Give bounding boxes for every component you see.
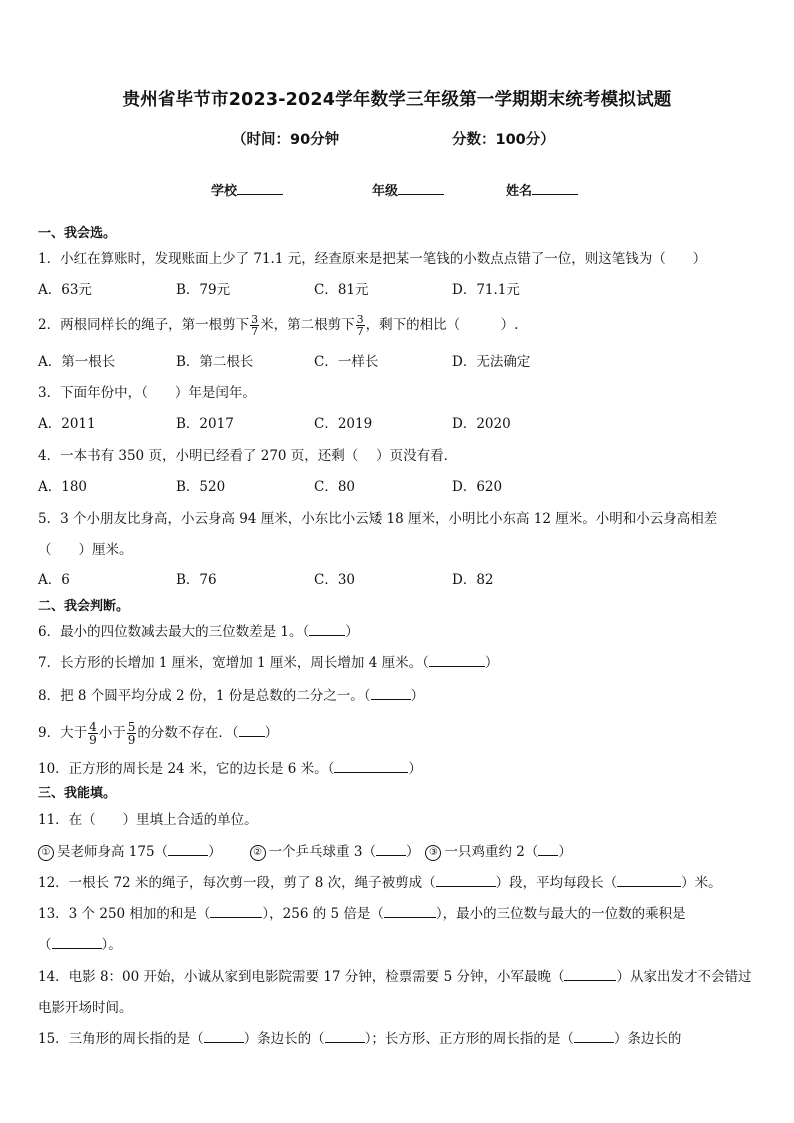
answer-blank[interactable] — [309, 623, 345, 636]
answer-blank[interactable] — [384, 905, 436, 918]
section-heading-judge: 二、我会判断。 — [38, 599, 130, 614]
circled-number-3: ③ — [425, 845, 441, 861]
question-14-line-1: 14．电影 8：00 开始，小诚从家到电影院需要 17 分钟，检票需要 5 分钟，小军最晚（ ）从家出发才不会错过 — [38, 969, 752, 985]
circled-number-1: ① — [38, 845, 54, 861]
item-2: ② 一个乒乓球重 3（ ） — [250, 844, 420, 860]
question-15: 15．三角形的周长指的是（ ）条边长的（ ）；长方形、正方形的周长指的是（ ）条边长的 — [38, 1031, 682, 1047]
option-c[interactable]: C．81元 — [314, 282, 369, 298]
fraction: $\frac{3}{7}$ — [251, 313, 259, 338]
option-b[interactable]: B．第二根长 — [176, 354, 254, 370]
option-b[interactable]: B．76 — [176, 572, 217, 588]
question-6: 6．最小的四位数减去最大的三位数差是 1。（ ） — [38, 624, 359, 640]
answer-blank[interactable] — [574, 1030, 614, 1043]
answer-blank[interactable] — [52, 936, 102, 949]
option-a[interactable]: A．63元 — [38, 282, 92, 298]
fraction: $\frac{4}{9}$ — [89, 720, 97, 747]
name-blank[interactable] — [532, 182, 578, 195]
option-b[interactable]: B．2017 — [176, 416, 234, 432]
circled-number-2: ② — [250, 845, 266, 861]
answer-blank[interactable] — [210, 905, 262, 918]
option-c[interactable]: C．2019 — [314, 416, 373, 432]
question-1: 1．小红在算账时，发现账面上少了 71.1 元，经查原来是把某一笔钱的小数点点错了一位，则这笔钱为（ ） — [38, 251, 707, 267]
grade-blank[interactable] — [398, 182, 444, 195]
question-11-items — [38, 842, 572, 862]
question-13-line-2: （ ）。 — [38, 937, 122, 953]
option-d[interactable]: D．620 — [452, 479, 503, 495]
question-2: 2．两根同样长的绳子，第一根剪下 $\frac{3}{7}$ 米，第二根剪下 $\frac{3}{7}$ ，剩下的相比（ ）. — [38, 313, 519, 338]
option-c[interactable]: C．30 — [314, 572, 356, 588]
item-3: ③ 一只鸡重约 2（ ） — [425, 844, 571, 860]
question-4: 4．一本书有 350 页，小明已经看了 270 页，还剩（ ）页没有看． — [38, 448, 458, 464]
answer-blank[interactable] — [239, 724, 265, 737]
answer-blank[interactable] — [204, 1030, 244, 1043]
option-b[interactable]: B．520 — [176, 479, 226, 495]
item-1: ① 吴老师身高 175（ ） — [38, 844, 222, 860]
question-12: 12．一根长 72 米的绳子，每次剪一段，剪了 8 次，绳子被剪成（ ）段，平均每段长（ ）米。 — [38, 875, 722, 891]
question-3: 3．下面年份中，（ ）年是闰年。 — [38, 385, 256, 401]
option-b[interactable]: B．79元 — [176, 282, 231, 298]
answer-blank[interactable] — [538, 843, 558, 856]
section-heading-fill: 三、我能填。 — [38, 786, 117, 801]
answer-blank[interactable] — [429, 654, 485, 667]
question-14-line-2: 电影开场时间。 — [38, 1000, 133, 1016]
question-7: 7．长方形的长增加 1 厘米，宽增加 1 厘米，周长增加 4 厘米。（ ） — [38, 655, 499, 671]
option-c[interactable]: C．80 — [314, 479, 356, 495]
fraction: $\frac{5}{9}$ — [127, 720, 136, 747]
exam-time: （时间：90分钟 — [232, 132, 340, 148]
option-a[interactable]: A．6 — [38, 572, 70, 588]
answer-blank[interactable] — [371, 687, 411, 700]
answer-blank[interactable] — [376, 843, 406, 856]
question-10: 10．正方形的周长是 24 米，它的边长是 6 米。（ ） — [38, 761, 422, 777]
school-field[interactable]: 学校 — [211, 180, 283, 199]
name-field[interactable]: 姓名 — [506, 180, 578, 199]
question-13-line-1: 13．3 个 250 相加的和是（ ），256 的 5 倍是（ ），最小的三位数与最大的一位数的乘积是 — [38, 906, 686, 922]
question-5-line-2: （ ）厘米。 — [38, 542, 133, 558]
grade-field[interactable]: 年级 — [372, 180, 444, 199]
answer-blank[interactable] — [168, 843, 208, 856]
option-c[interactable]: C．一样长 — [314, 354, 379, 370]
option-a[interactable]: A．180 — [38, 479, 88, 495]
question-9: 9．大于 $\frac{4}{9}$ 小于 $\frac{5}{9}$ 的分数不存在．（ ） — [38, 720, 279, 747]
exam-score: 分数：100分） — [452, 132, 555, 148]
option-d[interactable]: D．82 — [452, 572, 494, 588]
question-8: 8．把 8 个圆平均分成 2 份，1 份是总数的二分之一。（ ） — [38, 688, 425, 704]
option-d[interactable]: D．71.1元 — [452, 282, 520, 298]
option-d[interactable]: D．无法确定 — [452, 354, 531, 370]
answer-blank[interactable] — [564, 968, 616, 981]
option-a[interactable]: A．第一根长 — [38, 354, 116, 370]
answer-blank[interactable] — [325, 1030, 365, 1043]
question-5-line-1: 5．3 个小朋友比身高，小云身高 94 厘米，小东比小云矮 18 厘米，小明比小东高 12 厘米。小明和小云身高相差 — [38, 511, 718, 527]
answer-blank[interactable] — [334, 760, 408, 773]
answer-blank[interactable] — [617, 874, 681, 887]
option-d[interactable]: D．2020 — [452, 416, 511, 432]
option-a[interactable]: A．2011 — [38, 416, 96, 432]
question-11: 11．在（ ）里填上合适的单位。 — [38, 812, 258, 828]
exam-title: 贵州省毕节市2023-2024学年数学三年级第一学期期末统考模拟试题 — [122, 90, 672, 110]
fraction: $\frac{3}{7}$ — [356, 313, 364, 338]
section-heading-choose: 一、我会选。 — [38, 226, 117, 241]
answer-blank[interactable] — [436, 874, 496, 887]
school-blank[interactable] — [237, 182, 283, 195]
